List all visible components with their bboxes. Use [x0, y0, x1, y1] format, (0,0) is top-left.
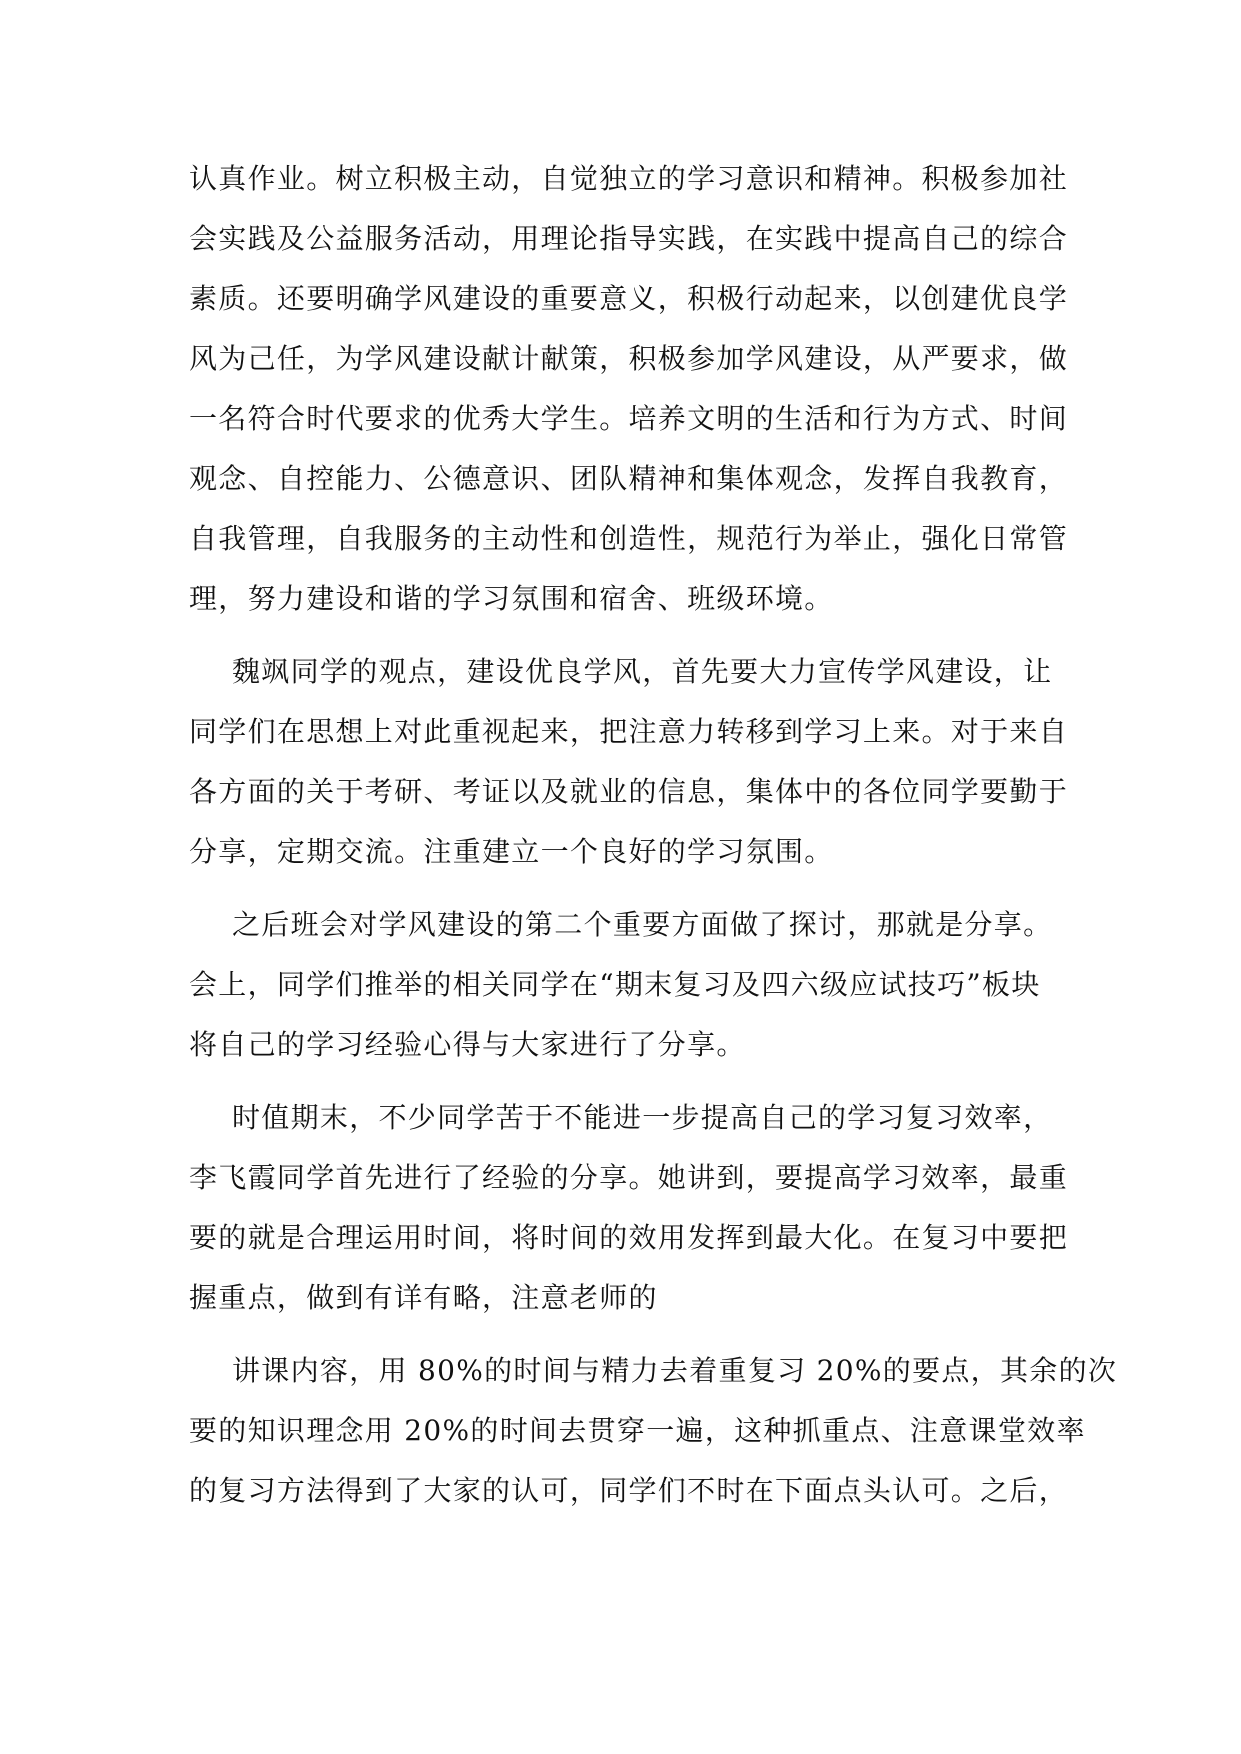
text-line: 要的就是合理运用时间，将时间的效用发挥到最大化。在复习中要把	[189, 1221, 1069, 1254]
paragraph-2	[189, 653, 1069, 870]
text-line: 将自己的学习经验心得与大家进行了分享。	[189, 1028, 746, 1061]
text-line: 握重点，做到有详有略，注意老师的	[189, 1281, 658, 1314]
text-line: 风为己任，为学风建设献计献策，积极参加学风建设，从严要求，做	[189, 342, 1069, 375]
document-body	[189, 160, 1118, 1532]
text-line: 李飞霞同学首先进行了经验的分享。她讲到，要提高学习效率，最重	[189, 1161, 1069, 1194]
text-line: 要的知识理念用 20%的时间去贯穿一遍，这种抓重点、注意课堂效率	[189, 1414, 1086, 1447]
paragraph-1	[189, 160, 1069, 617]
text-line: 讲课内容，用 80%的时间与精力去着重复习 20%的要点，其余的次	[232, 1354, 1118, 1387]
text-line: 时值期末，不少同学苦于不能进一步提高自己的学习复习效率，	[232, 1101, 1053, 1134]
text-line: 自我管理，自我服务的主动性和创造性，规范行为举止，强化日常管	[189, 522, 1069, 555]
text-line: 认真作业。树立积极主动，自觉独立的学习意识和精神。积极参加社	[189, 162, 1069, 195]
text-line: 一名符合时代要求的优秀大学生。培养文明的生活和行为方式、时间	[189, 402, 1069, 435]
text-line: 的复习方法得到了大家的认可，同学们不时在下面点头认可。之后，	[189, 1474, 1069, 1507]
paragraph-4	[189, 1099, 1069, 1316]
text-line: 观念、自控能力、公德意识、团队精神和集体观念，发挥自我教育，	[189, 462, 1069, 495]
text-line: 会上，同学们推举的相关同学在“期末复习及四六级应试技巧”板块	[189, 968, 1041, 1001]
paragraph-gap	[189, 1339, 1059, 1352]
text-line: 素质。还要明确学风建设的重要意义，积极行动起来，以创建优良学	[189, 282, 1069, 315]
text-line: 魏飒同学的观点，建设优良学风，首先要大力宣传学风建设，让	[232, 655, 1053, 688]
paragraph-3	[189, 906, 1059, 1063]
paragraph-gap	[189, 640, 1059, 653]
text-line: 理，努力建设和谐的学习氛围和宿舍、班级环境。	[189, 582, 834, 615]
text-line: 会实践及公益服务活动，用理论指导实践，在实践中提高自己的综合	[189, 222, 1069, 255]
paragraph-gap	[189, 1086, 1059, 1099]
paragraph-5	[189, 1352, 1118, 1509]
text-line: 同学们在思想上对此重视起来，把注意力转移到学习上来。对于来自	[189, 715, 1069, 748]
paragraph-gap	[189, 893, 1059, 906]
text-line: 分享，定期交流。注重建立一个良好的学习氛围。	[189, 835, 834, 868]
text-line: 之后班会对学风建设的第二个重要方面做了探讨，那就是分享。	[232, 908, 1053, 941]
text-line: 各方面的关于考研、考证以及就业的信息，集体中的各位同学要勤于	[189, 775, 1069, 808]
